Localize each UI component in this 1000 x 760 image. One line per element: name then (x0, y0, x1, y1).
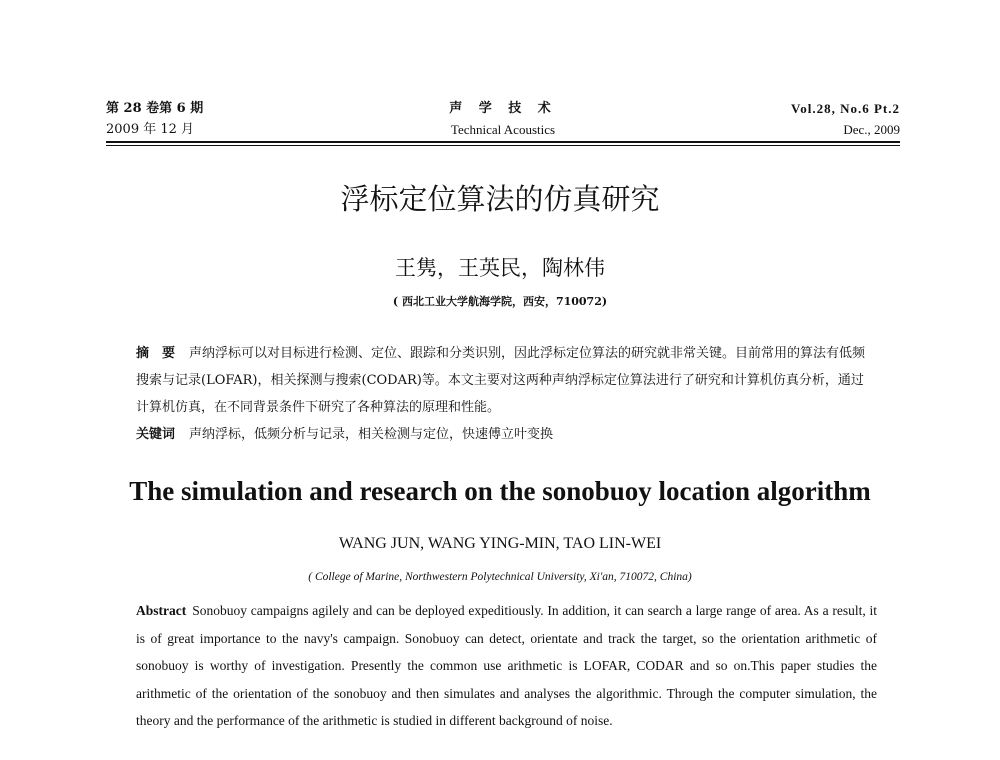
abstract-text-en: Sonobuoy campaigns agilely and can be deployed expeditiously. In addition, it can search a large range of area. As a result, it is of great importance to the navy's campaign. Sonobuoy can detect, orientate and track the target, so the orientation arithmetic of sonobuoy is worthy of investigation. Presently the common use arithmetic is LOFAR, CODAR and so on.This paper studies the arithmetic of the orientation of the sonobuoy and then simulates and analyses the algorithmic. Through the computer simulation, the theory and the performance of the arithmetic is studied in different background of noise. (136, 603, 877, 728)
affiliation-cn: ( 西北工业大学航海学院，西安，710072) (392, 295, 608, 308)
journal-name-en: Technical Acoustics (450, 122, 556, 137)
volume-issue-en: Vol.28, No.6 Pt.2 (791, 101, 900, 116)
keywords-label-cn: 关键词 (136, 427, 176, 442)
volume-issue-cn: 第 28 卷第 6 期 (106, 101, 204, 116)
journal-header (106, 100, 900, 140)
header-rule-thick (106, 141, 900, 143)
abstract-text-cn: 声纳浮标可以对目标进行检测、定位、跟踪和分类识别，因此浮标定位算法的研究就非常关键。目前常用的算法有低频搜索与记录(LOFAR)，相关探测与搜索(CODAR)等。本文主要对这两种声纳浮标定位算法进行了研究和计算机仿真分析，通过计算机仿真，在不同背景条件下研究了各种算法的原理和性能。 (136, 346, 866, 415)
authors-cn: 王隽，王英民，陶林伟 (395, 256, 605, 280)
paper-title-en: The simulation and research on the sonobuoy location algorithm (129, 476, 871, 506)
keywords-cn (136, 426, 876, 444)
header-rule-thin (106, 145, 900, 146)
paper-title-cn: 浮标定位算法的仿真研究 (340, 182, 660, 216)
date-cn: 2009 年 12 月 (106, 122, 195, 137)
journal-name-cn: 声 学 技 术 (449, 101, 557, 116)
abstract-label-en: Abstract (136, 603, 187, 618)
authors-en: WANG JUN, WANG YING-MIN, TAO LIN-WEI (338, 535, 662, 552)
abstract-label-cn: 摘 要 (136, 346, 176, 361)
abstract-en (136, 597, 877, 735)
abstract-cn (136, 340, 876, 421)
keywords-text-cn: 声纳浮标，低频分析与记录，相关检测与定位，快速傅立叶变换 (189, 427, 554, 442)
affiliation-en: ( College of Marine, Northwestern Polytechnical University, Xi'an, 710072, China) (308, 571, 692, 583)
date-en: Dec., 2009 (843, 122, 900, 137)
